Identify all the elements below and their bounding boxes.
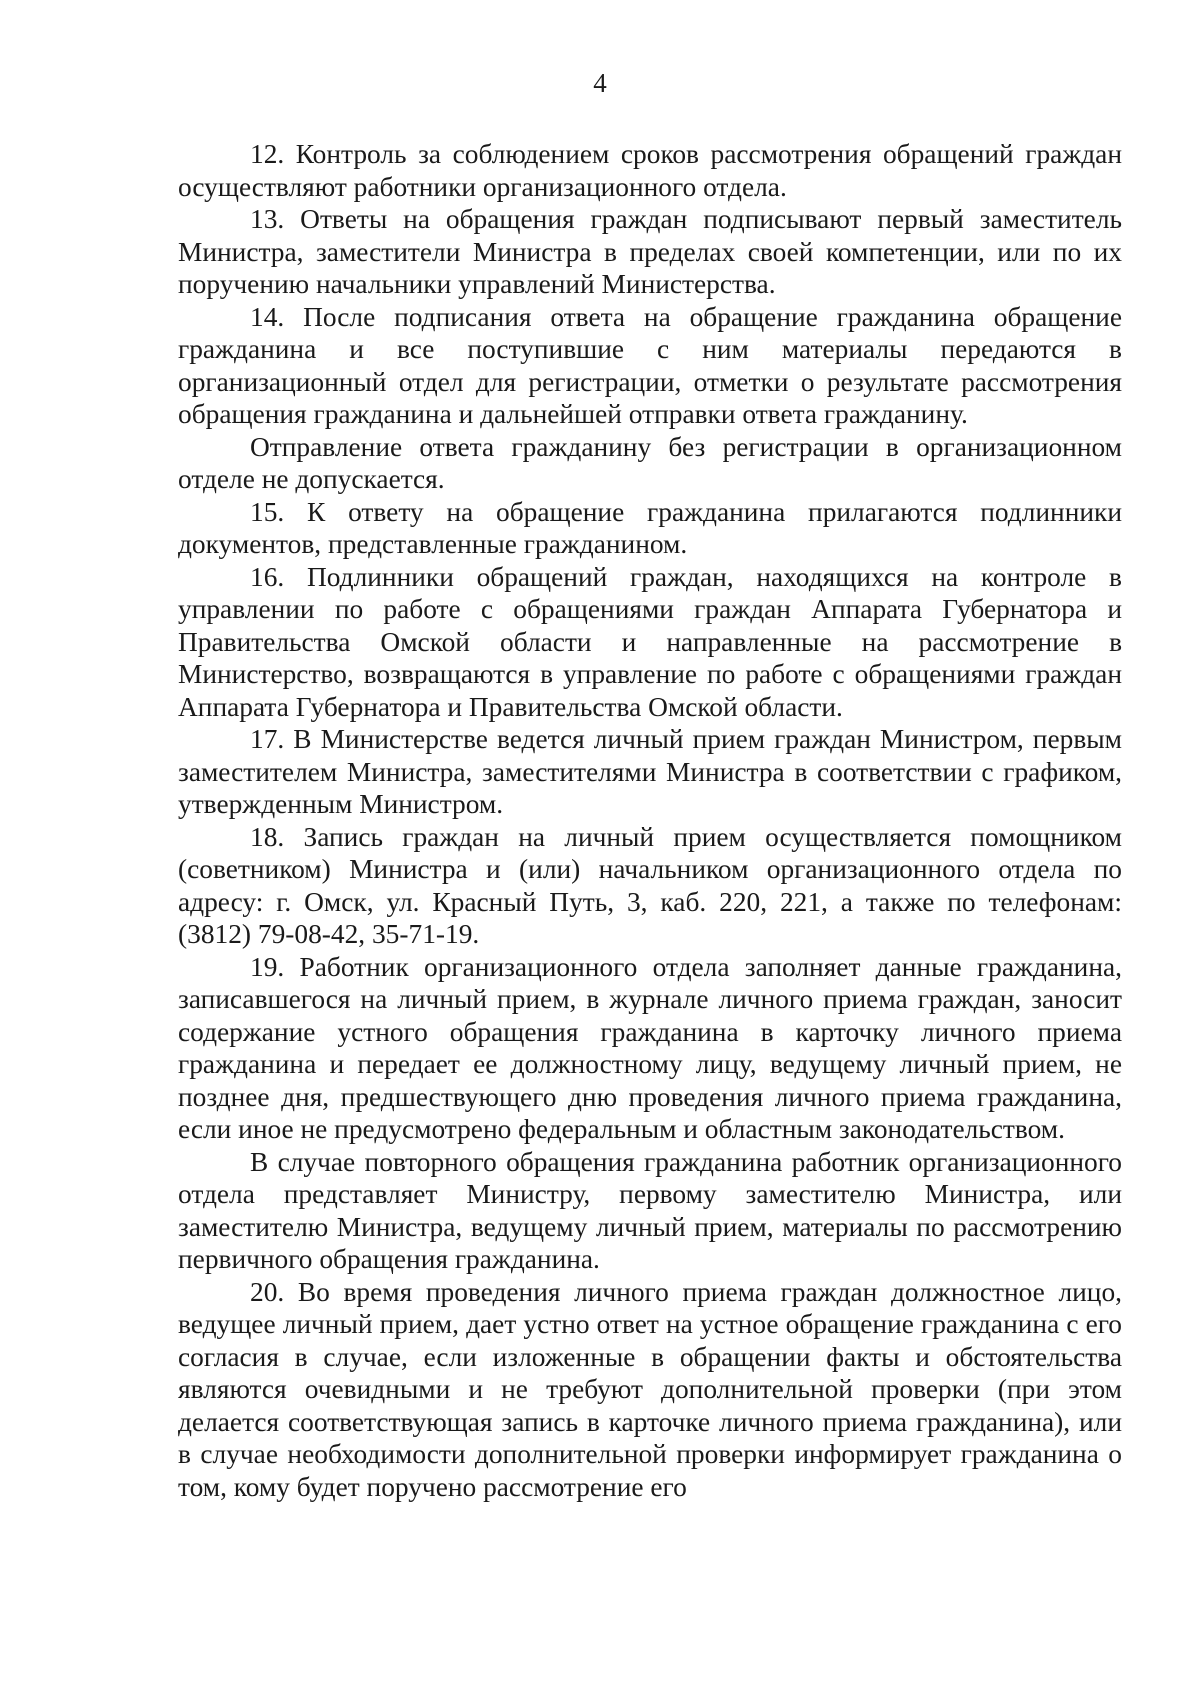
paragraph-18: 18. Запись граждан на личный прием осуществляется помощником (советником) Министра и (или) начальником организационного отдела по адресу: г. Омск, ул. Красный Путь, 3, каб. 220, 221, а также по телефонам: (3812) 79-08-42, 35-71-19. <box>178 821 1122 949</box>
paragraph-17: 17. В Министерстве ведется личный прием граждан Министром, первым заместителем Министра, заместителями Министра в соответствии с графиком, утвержденным Министром. <box>178 724 1122 819</box>
paragraph-13: 13. Ответы на обращения граждан подписывают первый заместитель Министра, заместители Министра в пределах своей компетенции, или по их поручению начальники управлений Министерства. <box>178 204 1122 299</box>
paragraph-19-repeat: В случае повторного обращения гражданина работник организационного отдела представляет Министру, первому заместителю Министра, или заместителю Министра, ведущему личный прием, материалы по рассмотрению первичного обращения гражданина. <box>178 1146 1122 1274</box>
paragraph-12: 12. Контроль за соблюдением сроков рассмотрения обращений граждан осуществляют работники организационного отдела. <box>178 139 1122 202</box>
paragraph-14-note: Отправление ответа гражданину без регистрации в организационном отделе не допускается. <box>178 431 1122 494</box>
document-body <box>178 138 1122 1503</box>
paragraph-15: 15. К ответу на обращение гражданина прилагаются подлинники документов, представленные гражданином. <box>178 496 1122 559</box>
page-number: 4 <box>593 68 607 98</box>
paragraph-16: 16. Подлинники обращений граждан, находящихся на контроле в управлении по работе с обращениями граждан Аппарата Губернатора и Правительства Омской области и направленные на рассмотрение в Министерство, возвращаются в управление по работе с обращениями граждан Аппарата Губернатора и Правительства Омской области. <box>178 561 1122 722</box>
paragraph-14: 14. После подписания ответа на обращение гражданина обращение гражданина и все поступившие с ним материалы передаются в организационный отдел для регистрации, отметки о результате рассмотрения обращения гражданина и дальнейшей отправки ответа гражданину. <box>178 301 1122 429</box>
paragraph-20: 20. Во время проведения личного приема граждан должностное лицо, ведущее личный прием, дает устно ответ на устное обращение гражданина с его согласия в случае, если изложенные в обращении факты и обстоятельства являются очевидными и не требуют дополнительной проверки (при этом делается соответствующая запись в карточке личного приема гражданина), или в случае необходимости дополнительной проверки информирует гражданина о том, кому будет поручено рассмотрение его <box>178 1276 1122 1502</box>
paragraph-19: 19. Работник организационного отдела заполняет данные гражданина, записавшегося на личный прием, в журнале личного приема граждан, заносит содержание устного обращения гражданина в карточку личного приема гражданина и передает ее должностному лицу, ведущему личный прием, не позднее дня, предшествующего дню проведения личного приема гражданина, если иное не предусмотрено федеральным и областным законодательством. <box>178 951 1122 1144</box>
